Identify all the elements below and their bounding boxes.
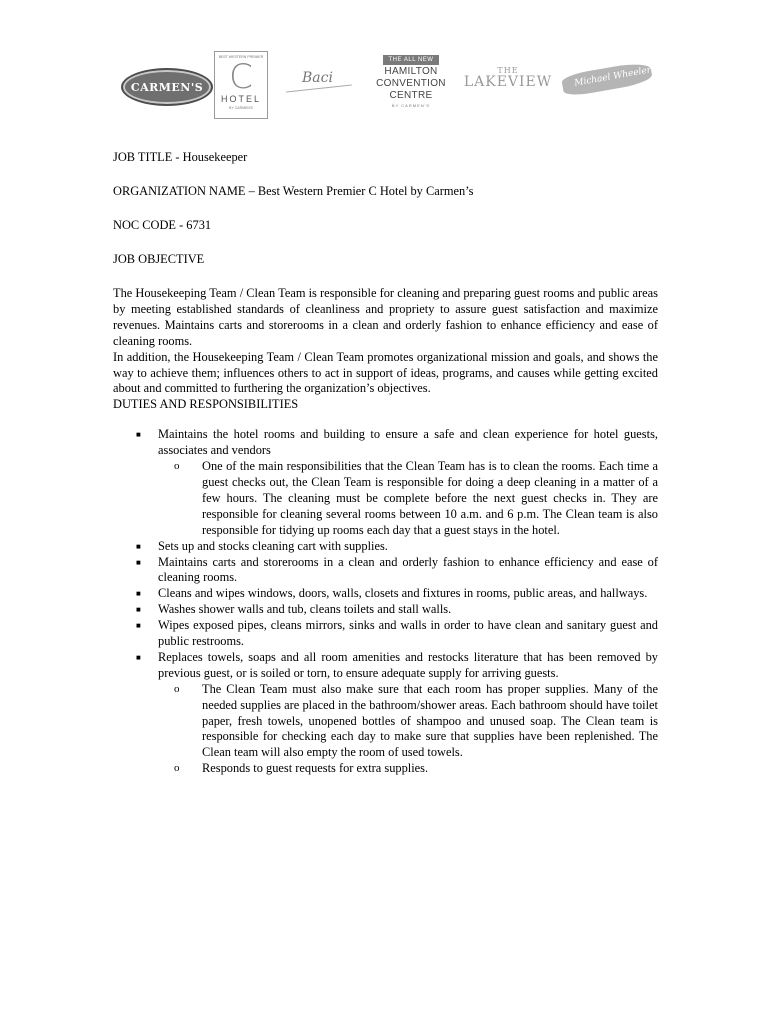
- objective-paragraph-1: The Housekeeping Team / Clean Team is responsible for cleaning and preparing guest rooms and public areas by meeting established standards of cleanliness and propriety to assure guest satisfaction and maximize revenues. Maintains carts and storerooms in a clean and orderly fashion to enhance efficiency and ease of cleaning rooms.: [113, 286, 658, 348]
- hamilton-logo-line3: CENTRE: [389, 90, 433, 101]
- square-bullet-icon: ■: [136, 605, 141, 615]
- hamilton-logo-badge: THE ALL NEW: [383, 55, 440, 65]
- objective-heading: JOB OBJECTIVE: [113, 252, 205, 266]
- document-body: [113, 150, 658, 777]
- duty-text: Washes shower walls and tub, cleans toilets and stall walls.: [158, 602, 452, 617]
- duty-item: [113, 602, 658, 618]
- organization-name: ORGANIZATION NAME – Best Western Premier C Hotel by Carmen’s: [113, 184, 474, 198]
- duty-text: Replaces towels, soaps and all room amenities and restocks literature that has been removed by previous guest, or is soiled or torn, to ensure adequate supply for arriving guests.: [158, 649, 658, 680]
- lakeview-logo-name: LAKEVIEW: [463, 74, 553, 90]
- lakeview-logo-the: THE: [497, 66, 519, 75]
- square-bullet-icon: ■: [136, 430, 141, 440]
- hamilton-convention-centre-logo: [371, 48, 451, 120]
- duty-sub-list: [158, 459, 658, 539]
- duties-heading: DUTIES AND RESPONSIBILITIES: [113, 397, 299, 412]
- objective-paragraph-2: In addition, the Housekeeping Team / Clean Team promotes organizational mission and goals, and shows the way to achieve them; influences others to act in support of ideas, programs, and causes while getting excited about and committed to furthering the organization’s objectives.: [113, 349, 658, 396]
- duty-text: Maintains carts and storerooms in a clean and orderly fashion to enhance efficiency and ease of cleaning rooms.: [158, 554, 658, 585]
- duty-sub-text: One of the main responsibilities that the Clean Team has is to clean the rooms. Each time a guest checks out, the Clean Team is responsible for doing a deep cleaning in a matter of a few hours. The cleaning must be complete before the next guest checks in. They are responsible for cleaning several rooms between 10 a.m. and 6 p.m. The Clean team is also responsible for tidying up rooms each day that a guest stays in the hotel.: [202, 459, 658, 537]
- circle-bullet-icon: o: [174, 682, 180, 695]
- carmens-logo: [121, 68, 213, 106]
- script-logo-text: Michael Wheeler: [573, 65, 652, 89]
- c-hotel-logo-letter: C: [229, 57, 253, 97]
- duty-sub-text: The Clean Team must also make sure that each room has proper supplies. Many of the needed supplies are placed in the bathroom/shower areas. Each bathroom should have toilet paper, fresh towels, unopened bottles of shampoo and unused soap. The Clean team is responsible for checking each day to make sure that supplies have been replenished. The Clean team will also empty the room of used towels.: [202, 681, 658, 760]
- hamilton-logo-line1: HAMILTON: [384, 66, 438, 77]
- duty-text: Sets up and stocks cleaning cart with supplies.: [158, 538, 388, 553]
- duty-text: Wipes exposed pipes, cleans mirrors, sinks and walls in order to have clean and sanitary guest and public restrooms.: [158, 618, 658, 649]
- baci-logo-text: Baci: [302, 70, 333, 86]
- duty-item: [113, 650, 658, 777]
- noc-code: NOC CODE - 6731: [113, 218, 212, 232]
- hamilton-logo-by: BY CARMEN'S: [391, 103, 431, 108]
- job-title: JOB TITLE - Housekeeper: [113, 150, 248, 164]
- c-hotel-logo-sub: BY CARMEN'S: [229, 106, 253, 110]
- duty-item: [113, 555, 658, 587]
- duty-text: Maintains the hotel rooms and building to ensure a safe and clean experience for hotel guests, associates and vendors: [158, 427, 658, 458]
- square-bullet-icon: ■: [136, 557, 141, 567]
- carmens-logo-text: CARMEN'S: [130, 80, 204, 94]
- duty-text: Cleans and wipes windows, doors, walls, closets and fixtures in rooms, public areas, and hallways.: [158, 586, 648, 601]
- duties-list: [113, 427, 658, 777]
- duty-sub-list: [158, 682, 658, 777]
- lakeview-logo: [460, 66, 556, 89]
- script-logo: [562, 64, 654, 98]
- duty-sub-item: [158, 682, 658, 762]
- c-hotel-logo-name: HOTEL: [220, 94, 261, 104]
- hamilton-logo-line2: CONVENTION: [376, 78, 446, 89]
- square-bullet-icon: ■: [136, 541, 141, 551]
- square-bullet-icon: ■: [136, 652, 141, 662]
- duty-sub-text: Responds to guest requests for extra supplies.: [202, 761, 429, 776]
- duty-item: [113, 427, 658, 538]
- square-bullet-icon: ■: [136, 621, 141, 631]
- duty-sub-item: [158, 459, 658, 539]
- duty-item: [113, 618, 658, 650]
- duty-item: [113, 539, 658, 555]
- square-bullet-icon: ■: [136, 589, 141, 599]
- duty-sub-item: [158, 761, 658, 777]
- circle-bullet-icon: o: [174, 460, 180, 473]
- c-hotel-logo-top: BEST WESTERN PREMIER: [218, 55, 264, 59]
- duty-item: [113, 586, 658, 602]
- logo-strip: [0, 48, 770, 148]
- c-hotel-logo: [214, 51, 268, 119]
- baci-logo: [284, 70, 354, 100]
- circle-bullet-icon: o: [174, 762, 180, 775]
